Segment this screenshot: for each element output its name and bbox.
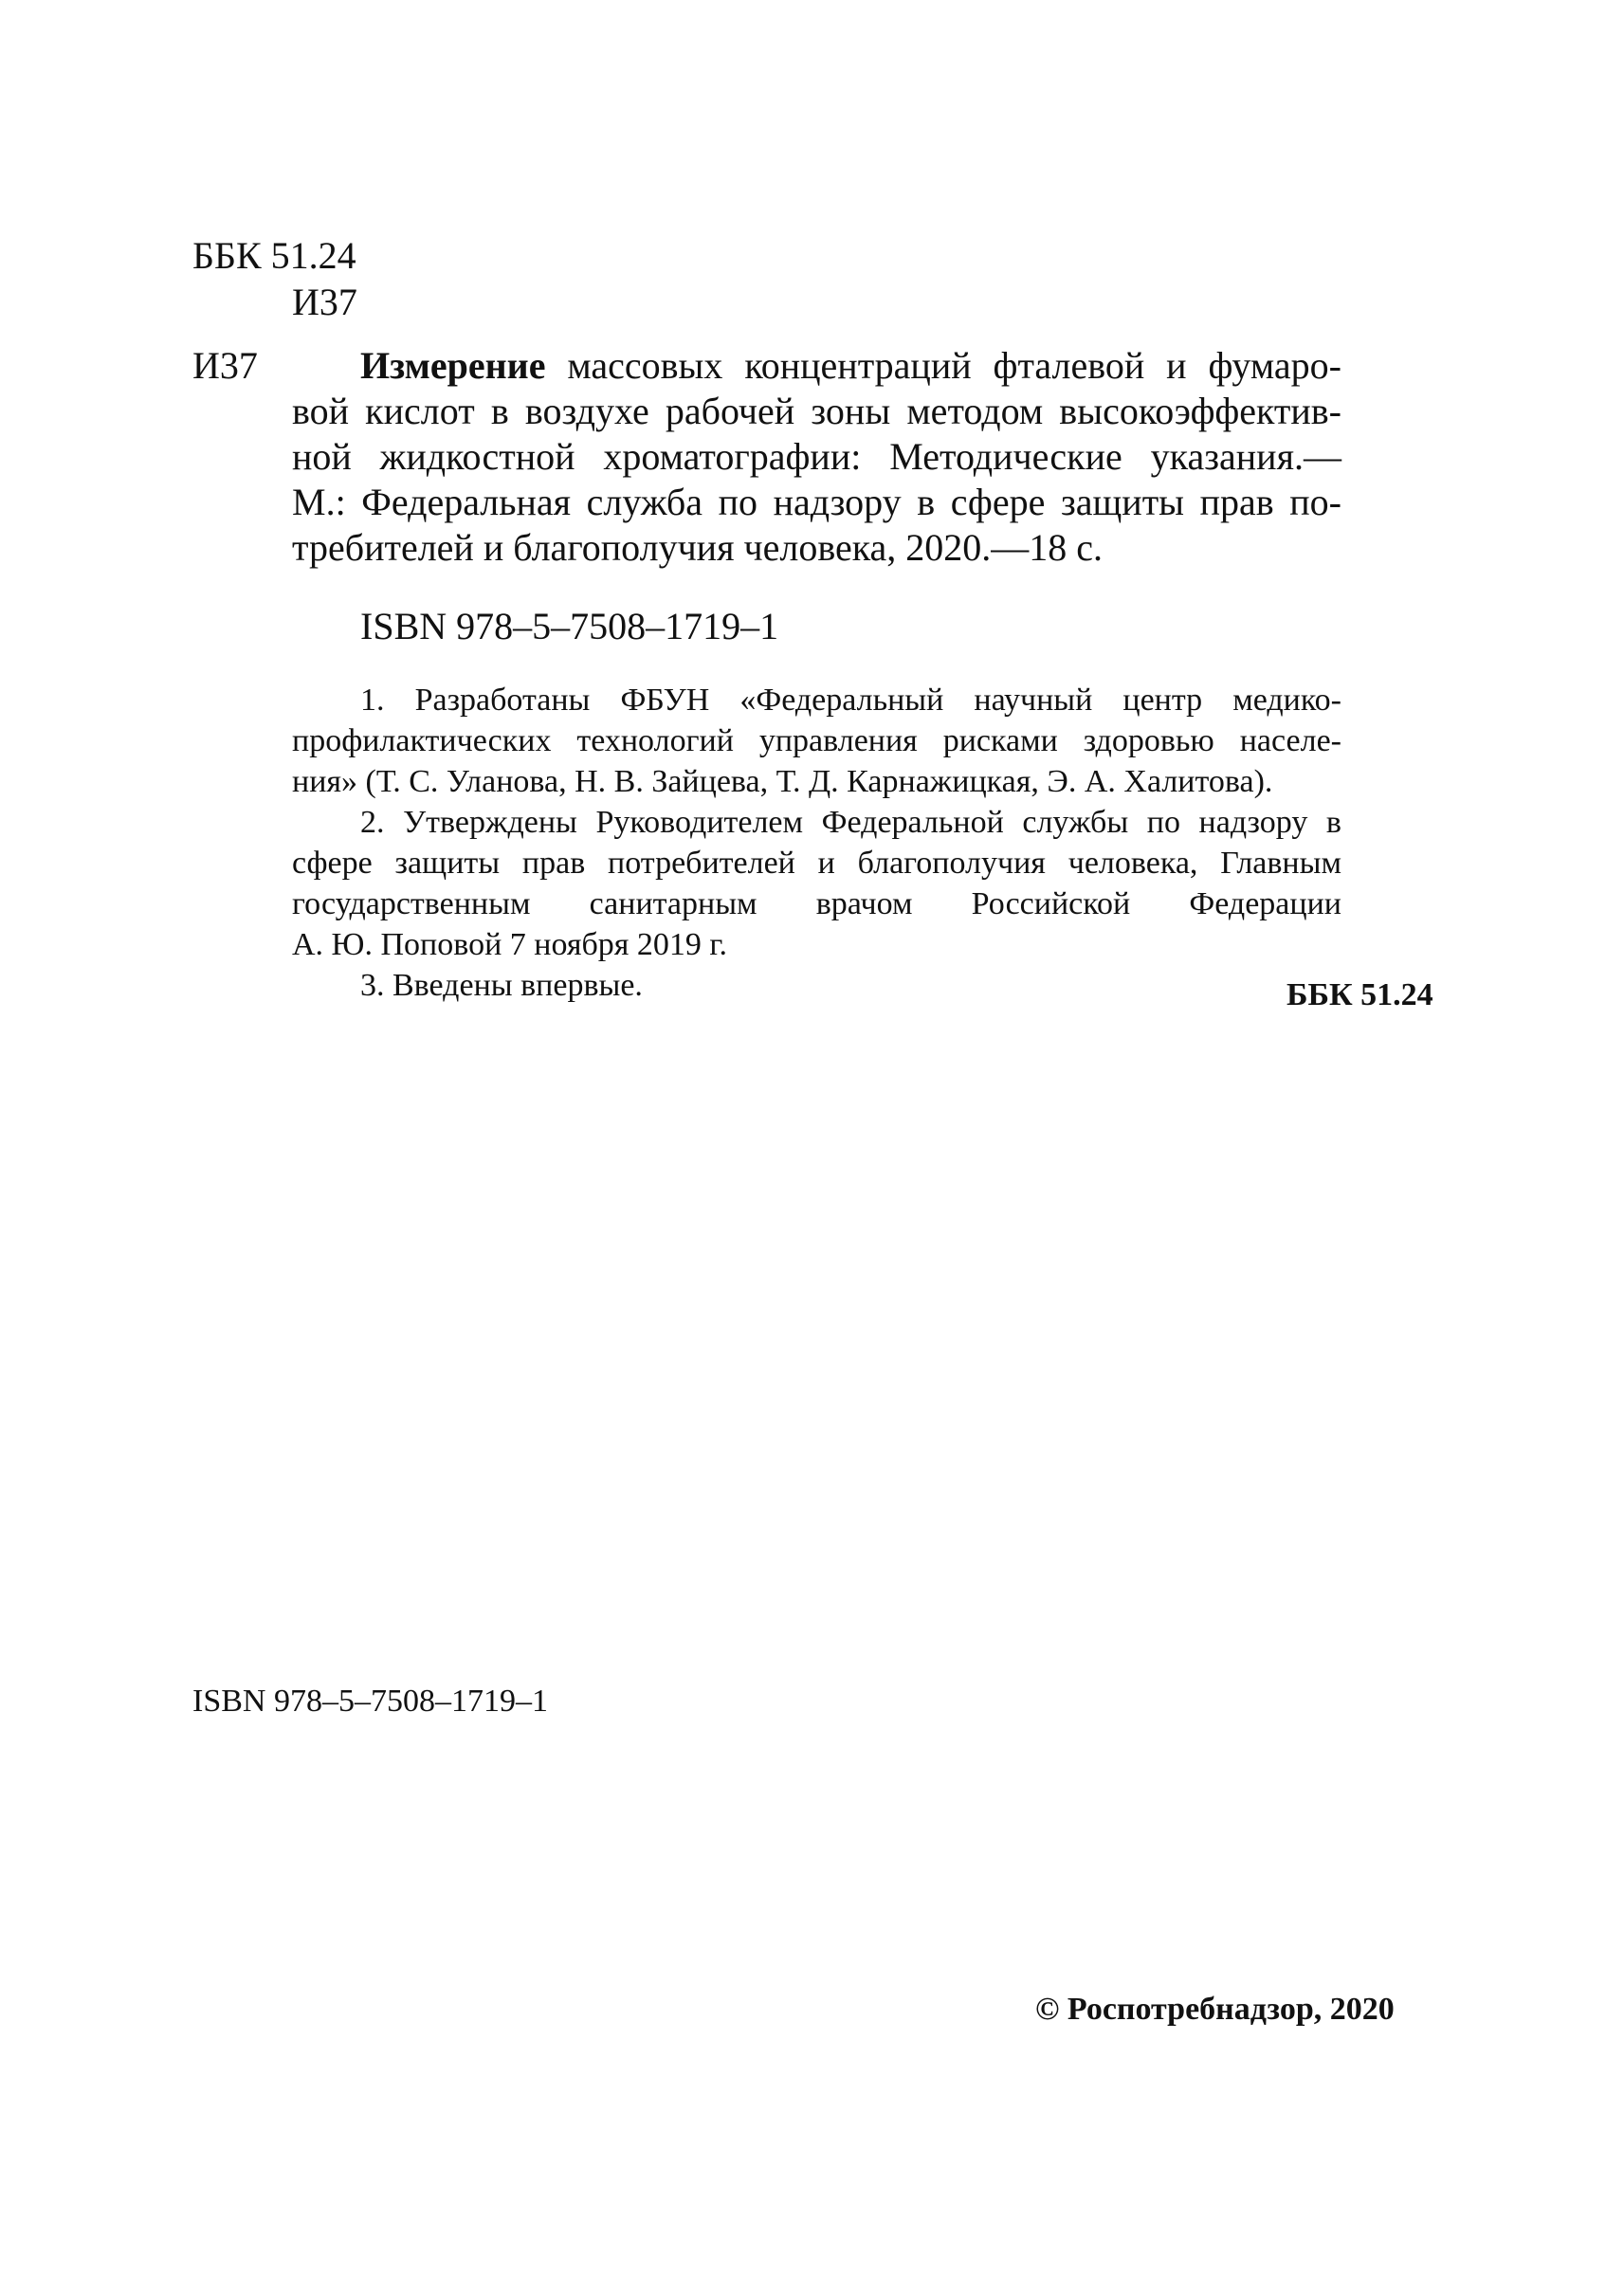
description-line-3: ной жидкостной хроматографии: Методические указания.— [292,435,1341,478]
description-line-1 [360,343,1341,389]
isbn-main: ISBN 978–5–7508–1719–1 [360,605,779,647]
note-1-line-3: ния» (Т. С. Уланова, Н. В. Зайцева, Т. Д. Карнажицкая, Э. А. Халитова). [292,764,1273,799]
note-2-line-3: государственным санитарным врачом Российской Федерации [292,886,1341,921]
description-line-5: требителей и благополучия человека, 2020.—18 с. [292,526,1104,569]
note-2-line-1: 2. Утверждены Руководителем Федеральной службы по надзору в [360,805,1341,840]
note-2-line-2: сфере защиты прав потребителей и благополучия человека, Главным [292,846,1341,881]
notes-block [292,680,1341,1006]
description-continuation [292,389,1341,571]
note-1-line-2: профилактических технологий управления рисками здоровью населе- [292,723,1341,758]
copyright: © Роспотребнадзор, 2020 [1035,1992,1395,2027]
bibliographic-description [360,343,1341,389]
description-line-2: вой кислот в воздухе рабочей зоны методом высокоэффектив- [292,390,1341,432]
note-3: 3. Введены впервые. [360,968,643,1003]
note-2-line-4: А. Ю. Поповой 7 ноября 2019 г. [292,927,727,962]
author-mark: И37 [292,281,357,323]
bbk-code-top: ББК 51.24 [192,234,356,277]
entry-index: И37 [192,344,258,387]
description-lead-word: Измерение [360,344,546,387]
description-line-1-text: массовых концентраций фталевой и фумаро- [545,344,1341,387]
note-1-line-1: 1. Разработаны ФБУН «Федеральный научный центр медико- [360,683,1341,718]
bbk-code-bottom: ББК 51.24 [1286,977,1433,1012]
isbn-footer: ISBN 978–5–7508–1719–1 [192,1684,548,1719]
description-line-4: М.: Федеральная служба по надзору в сфере защиты прав по- [292,481,1341,523]
